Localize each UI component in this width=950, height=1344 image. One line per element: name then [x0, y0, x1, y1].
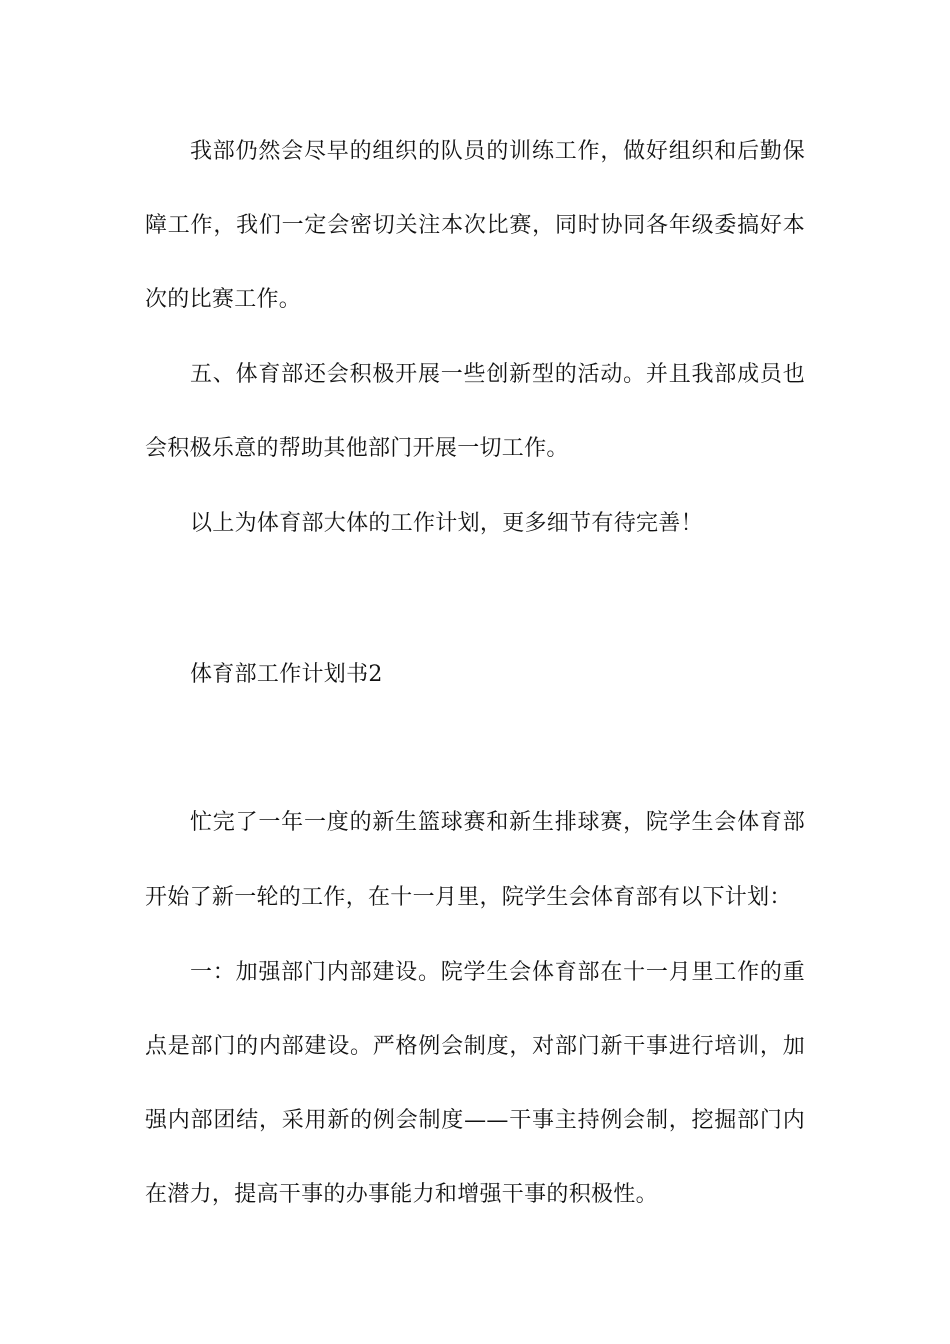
paragraph-line: 次的比赛工作。	[145, 287, 302, 312]
paragraph-line: 开始了新一轮的工作，在十一月里，院学生会体育部有以下计划：	[145, 885, 792, 910]
paragraph-line: 忙完了一年一度的新生篮球赛和新生排球赛，院学生会体育部	[190, 810, 805, 835]
paragraph-line: 在潜力，提高干事的办事能力和增强干事的积极性。	[145, 1182, 658, 1207]
paragraph-line: 五、体育部还会积极开展一些创新型的活动。并且我部成员也	[190, 362, 805, 387]
section-heading: 体育部工作计划书2	[190, 662, 383, 687]
paragraph-line: 点是部门的内部建设。严格例会制度，对部门新干事进行培训，加	[145, 1034, 805, 1059]
paragraph-line: 一：加强部门内部建设。院学生会体育部在十一月里工作的重	[190, 960, 805, 985]
paragraph-line: 障工作，我们一定会密切关注本次比赛，同时协同各年级委搞好本	[145, 213, 805, 238]
paragraph-line: 会积极乐意的帮助其他部门开展一切工作。	[145, 436, 569, 461]
paragraph-line: 我部仍然会尽早的组织的队员的训练工作，做好组织和后勤保	[190, 139, 805, 164]
paragraph-line: 强内部团结，采用新的例会制度——干事主持例会制，挖掘部门内	[145, 1108, 805, 1133]
paragraph-line: 以上为体育部大体的工作计划，更多细节有待完善！	[190, 511, 703, 536]
